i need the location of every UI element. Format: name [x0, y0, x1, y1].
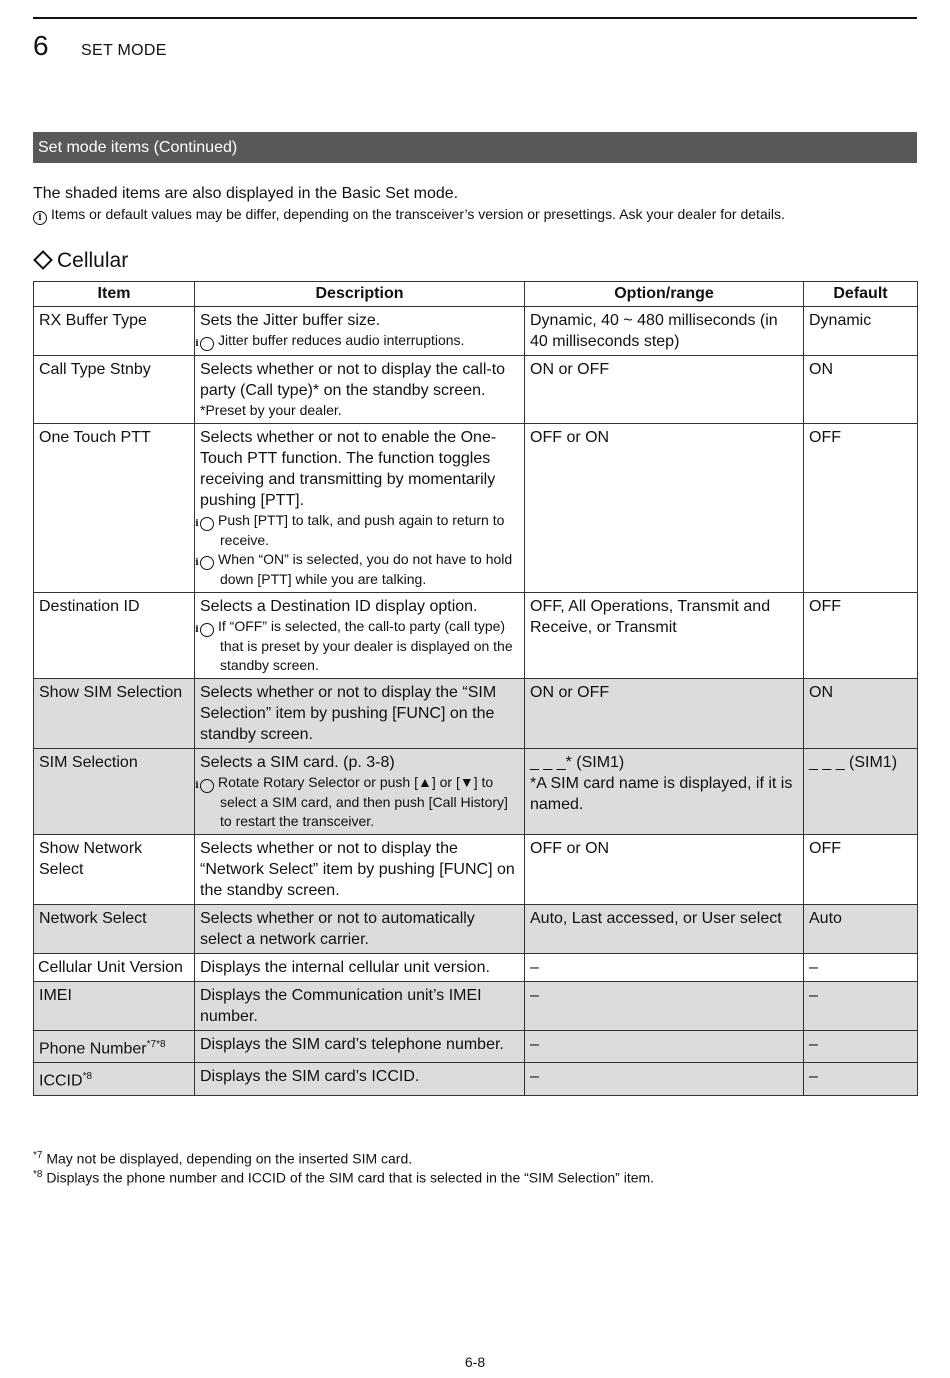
settings-table [33, 281, 918, 1096]
table-row [34, 749, 918, 835]
table-header-row [34, 282, 918, 307]
option-cell: OFF or ON [525, 424, 804, 593]
description-cell: Selects a SIM card. (p. 3-8) i Rotate Rotary Selector or push [▲] or [▼] to select a SIM card, and then push [Call History] to restart the transceiver. [195, 749, 525, 835]
info-icon: i [200, 556, 214, 570]
intro-note-text: Items or default values may be differ, depending on the transceiver’s version or presettings. Ask your dealer for details. [51, 206, 785, 222]
footnote-ref: *8 [82, 1071, 93, 1083]
description-cell: Sets the Jitter buffer size. i Jitter buffer reduces audio interruptions. [195, 307, 525, 356]
item-cell: IMEI [34, 982, 195, 1031]
option-cell: ON or OFF [525, 679, 804, 749]
info-note: i Push [PTT] to talk, and push again to return to receive. [195, 512, 505, 548]
info-note: i When “ON” is selected, you do not have to hold down [PTT] while you are talking. [195, 551, 513, 587]
table-row [34, 1031, 918, 1063]
footnote-ref: *7*8 [146, 1039, 166, 1050]
intro-text: The shaded items are also displayed in the Basic Set mode. [33, 185, 459, 202]
description-cell: Selects whether or not to automatically select a network carrier. [195, 905, 525, 954]
table-row [34, 954, 918, 982]
info-icon: i [33, 211, 47, 225]
default-cell: OFF [804, 835, 918, 905]
info-icon: i [200, 337, 214, 351]
table-row [34, 307, 918, 356]
description-cell: Displays the Communication unit’s IMEI number. [195, 982, 525, 1031]
table-row [34, 424, 918, 593]
item-cell: Show SIM Selection [34, 679, 195, 749]
table-row [34, 982, 918, 1031]
description-cell: Selects whether or not to display the call-to party (Call type)* on the standby screen. *Preset by your dealer. [195, 356, 525, 424]
column-header: Default [804, 282, 918, 307]
table-row [34, 593, 918, 679]
description-cell: Selects whether or not to enable the One-Touch PTT function. The function toggles receiving and transmitting by momentarily pushing [PTT]. i Push [PTT] to talk, and push again to return to receive. i When “ON” is selected, you do not have to hold down [PTT] while you are talking. [195, 424, 525, 593]
column-header: Item [34, 282, 195, 307]
option-cell: OFF, All Operations, Transmit and Receive, or Transmit [525, 593, 804, 679]
item-cell: Phone Number$^{*7*8}$ [34, 1031, 195, 1063]
description-cell: Selects a Destination ID display option. i If “OFF” is selected, the call-to party (call type) that is preset by your dealer is displayed on the standby screen. [195, 593, 525, 679]
section-title [33, 248, 128, 274]
table-row [34, 905, 918, 954]
default-cell: Dynamic [804, 307, 918, 356]
description-cell: Displays the internal cellular unit version. [195, 954, 525, 982]
info-icon: i [200, 623, 214, 637]
default-cell: – [804, 982, 918, 1031]
option-cell: Auto, Last accessed, or User select [525, 905, 804, 954]
description-cell: Selects whether or not to display the “Network Select” item by pushing [FUNC] on the standby screen. [195, 835, 525, 905]
default-cell: ON [804, 679, 918, 749]
column-header: Option/range [525, 282, 804, 307]
column-header: Description [195, 282, 525, 307]
default-cell: _ _ _ (SIM1) [804, 749, 918, 835]
option-cell: – [525, 1063, 804, 1095]
option-cell: – [525, 1031, 804, 1063]
default-cell: OFF [804, 424, 918, 593]
info-note: i Rotate Rotary Selector or push [▲] or [▼] to select a SIM card, and then push [Call History] to restart the transceiver. [195, 774, 508, 829]
chapter-title: SET MODE [81, 42, 167, 59]
default-cell: – [804, 954, 918, 982]
option-cell: – [525, 982, 804, 1031]
option-cell: OFF or ON [525, 835, 804, 905]
default-cell: – [804, 1063, 918, 1095]
table-row [34, 1063, 918, 1095]
description-cell: Selects whether or not to display the “SIM Selection” item by pushing [FUNC] on the standby screen. [195, 679, 525, 749]
default-cell: ON [804, 356, 918, 424]
description-cell: Displays the SIM card’s ICCID. [195, 1063, 525, 1095]
default-cell: – [804, 1031, 918, 1063]
chapter-number: 6 [33, 30, 49, 61]
table-row [34, 356, 918, 424]
plain-note: *Preset by your dealer. [200, 402, 342, 418]
item-cell: ICCID$^{*8}$ [34, 1063, 195, 1095]
item-cell: Show Network Select [34, 835, 195, 905]
item-cell: One Touch PTT [34, 424, 195, 593]
info-icon: i [200, 517, 214, 531]
option-cell: _ _ _* (SIM1) *A SIM card name is displayed, if it is named. [525, 749, 804, 835]
item-cell: Destination ID [34, 593, 195, 679]
footnote: $^{*7}$ May not be displayed, depending on the inserted SIM card. [33, 1150, 413, 1167]
item-cell: Cellular Unit Version [34, 954, 195, 982]
footnote: $^{*8}$ Displays the phone number and ICCID of the SIM card that is selected in the “SIM Selection” item. [33, 1169, 655, 1186]
top-rule [33, 17, 917, 19]
option-cell: ON or OFF [525, 356, 804, 424]
item-cell: SIM Selection [34, 749, 195, 835]
diamond-icon [33, 251, 53, 271]
option-cell: Dynamic, 40 ~ 480 milliseconds (in 40 milliseconds step) [525, 307, 804, 356]
info-note: i If “OFF” is selected, the call-to party (call type) that is preset by your dealer is displayed on the standby screen. [195, 618, 513, 673]
description-cell: Displays the SIM card’s telephone number. [195, 1031, 525, 1063]
option-cell: – [525, 954, 804, 982]
table-row [34, 835, 918, 905]
section-title-text: Cellular [57, 249, 129, 272]
table-row [34, 679, 918, 749]
section-banner: Set mode items (Continued) [33, 132, 917, 163]
item-cell: Call Type Stnby [34, 356, 195, 424]
default-cell: Auto [804, 905, 918, 954]
option-note: *A SIM card name is displayed, if it is named. [530, 775, 793, 813]
default-cell: OFF [804, 593, 918, 679]
info-note: i Jitter buffer reduces audio interruptions. [195, 332, 465, 349]
page-number: 6-8 [464, 1354, 486, 1370]
item-cell: Network Select [34, 905, 195, 954]
intro-note [33, 206, 785, 225]
info-icon: i [200, 779, 214, 793]
item-cell: RX Buffer Type [34, 307, 195, 356]
